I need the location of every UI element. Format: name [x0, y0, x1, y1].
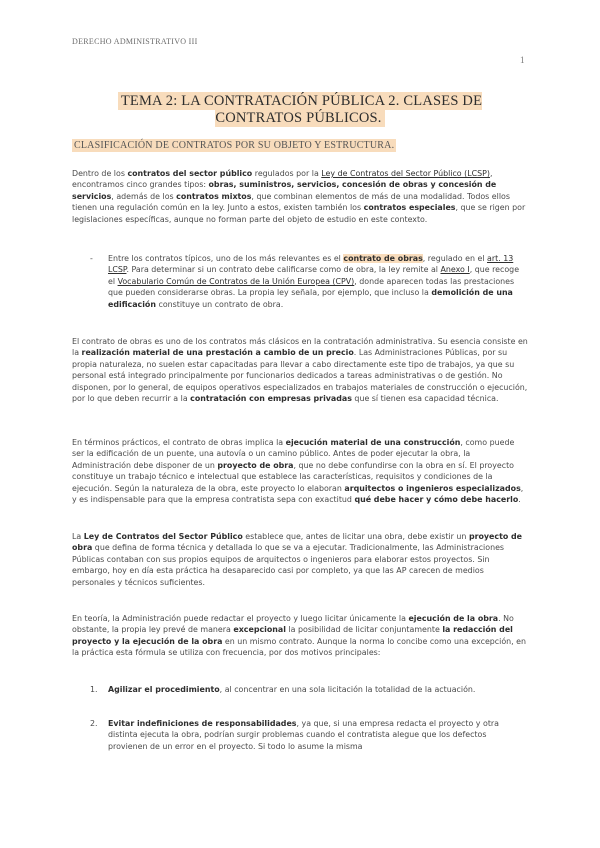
paragraph-esencia: El contrato de obras es uno de los contratos más clásicos en la contratación administrativa. Su esencia consiste en la realización material de una prestación a cambio de un precio. Las Administraciones Públicas, por su propia naturaleza, no suelen estar capacitadas para llevar a cabo directamente este tipo de trabajos, ya que su personal está integrado principalmente por funcionarios dedicados a tareas administrativas o de gestión. No disponen, por lo general, de equipos operativos especializados en trabajos materiales de construcción o ejecución, por lo que deben recurrir a la contratación con empresas privadas que sí tienen esa capacidad técnica. [72, 337, 528, 404]
bullet-item-obras: Entre los contratos típicos, uno de los más relevantes es el contrato de obras, regulado en el art. 13 LCSP. Para determinar si un contrato debe calificarse como de obra, la ley remite al Anexo I, que recoge el Vocabulario Común de Contratos de la Unión Europea (CPV), donde aparecen todas las prestaciones que pueden considerarse obras. La propia ley señala, por ejemplo, que incluso la demolición de una edificación constituye un contrato de obra. [108, 254, 520, 309]
list-marker-2: 2. [90, 719, 98, 728]
page-number: 1 [520, 55, 525, 65]
paragraph-proyecto: En términos prácticos, el contrato de obras implica la ejecución material de una construcción, como puede ser la edificación de un puente, una autovía o un camino público. Antes de poder ejecutar la obra, la Administración debe disponer de un proyecto de obra, que no debe confundirse con la obra en sí. El proyecto constituye un trabajo técnico e intelectual que establece las características, requisitos y condiciones de la ejecución. Según la naturaleza de la obra, este proyecto lo elaboran arquitectos o ingenieros especializados, y es indispensable para que la empresa contratista sepa con exactitud qué debe hacer y cómo debe hacerlo. [72, 438, 524, 505]
running-header: DERECHO ADMINISTRATIVO III [72, 37, 198, 46]
page-title [90, 93, 510, 127]
highlight-contrato-obras: contrato de obras [343, 254, 423, 263]
cpv-reference: Vocabulario Común de Contratos de la Unión Europea (CPV) [117, 276, 355, 286]
list-marker-1: 1. [90, 685, 98, 694]
paragraph-teoria: En teoría, la Administración puede redactar el proyecto y luego licitar únicamente la ejecución de la obra. No obstante, la propia ley prevé de manera excepcional la posibilidad de licitar conjuntamente la redacción del proyecto y la ejecución de la obra en un mismo contrato. Aunque la norma lo concibe como una excepción, en la práctica esta fórmula se utiliza con frecuencia, por dos motivos principales: [72, 614, 527, 658]
art13-reference: art. 13 LCSP [108, 254, 514, 275]
paragraph-intro: Dentro de los contratos del sector público regulados por la Ley de Contratos del Sector Público (LCSP), encontramos cinco grandes tipos: obras, suministros, servicios, concesión de obras y concesión de servicios, además de los contratos mixtos, que combinan elementos de más de una modalidad. Todos ellos tienen una regulación común en la ley. Junto a estos, existen también los contratos especiales, que se rigen por legislaciones específicas, aunque no forman parte del objeto de estudio en este contexto. [72, 169, 526, 224]
list-item-agilizar: Agilizar el procedimiento, al concentrar en una sola licitación la totalidad de la actuación. [108, 685, 476, 694]
title-text: TEMA 2: LA CONTRATACIÓN PÚBLICA 2. CLASES DE CONTRATOS PÚBLICOS. [118, 92, 482, 127]
section-heading-text: CLASIFICACIÓN DE CONTRATOS POR SU OBJETO Y ESTRUCTURA. [74, 140, 395, 151]
section-heading [72, 140, 396, 151]
bullet-marker: - [90, 254, 93, 263]
anexo-reference: Anexo I [440, 265, 470, 275]
list-item-evitar: Evitar indefiniciones de responsabilidades, ya que, si una empresa redacta el proyecto y otra distinta ejecuta la obra, podrían surgir problemas cuando el contratista alegue que los defectos provienen de un error en el proyecto. Si todo lo asume la misma [108, 719, 499, 751]
paragraph-ley: La Ley de Contratos del Sector Público establece que, antes de licitar una obra, debe existir un proyecto de obra que defina de forma técnica y detallada lo que se va a ejecutar. Tradicionalmente, las Administraciones Públicas contaban con sus propios equipos de arquitectos o ingenieros para elaborar estos proyectos. Sin embargo, hoy en día esta práctica ha desaparecido casi por completo, ya que las AP carecen de medios personales y técnicos suficientes. [72, 532, 523, 587]
lcsp-reference: Ley de Contratos del Sector Público (LCSP) [321, 169, 490, 178]
